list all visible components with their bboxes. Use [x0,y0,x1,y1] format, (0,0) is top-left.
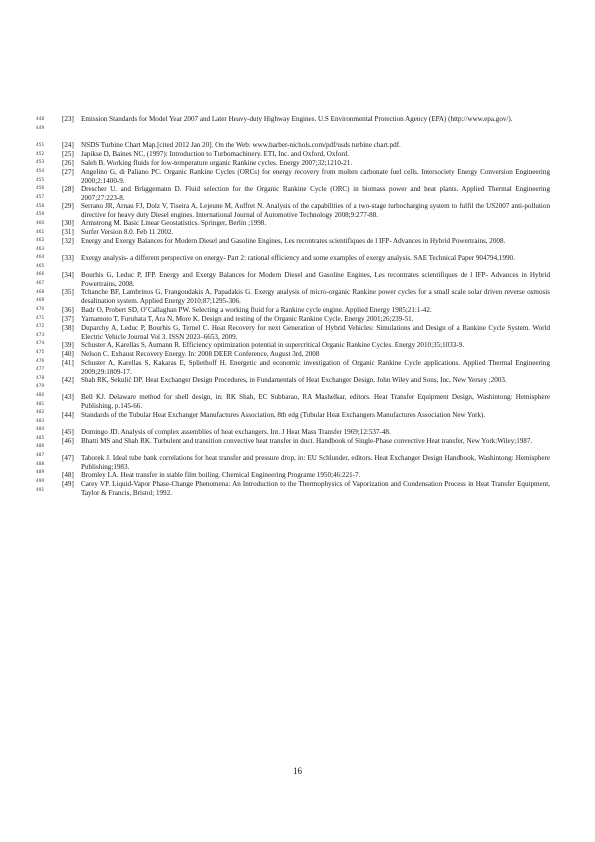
reference-text: Standards of the Tubular Heat Exchanger Manufactures Association, 8th edg (Tubular Heat Exchangers Manufactures Association New York). [81,411,486,419]
line-number: 464 [36,255,45,260]
reference-text: Taborek J. Ideal tube bank correlations for heat transfer and pressure drop, in: EU Schlunder, editors. Heat Exchanger Design Handbook, Washintong: Hemisphere Publishing;1983. [81,454,550,472]
reference-item [62,315,550,324]
line-number: 461 [36,230,45,235]
reference-text: Armstrong M. Basic Linear Geostatistics. Springer, Berlin ;1998. [81,219,267,227]
reference-number: [45] [62,428,74,436]
line-number: 453 [36,160,45,165]
reference-text: NSDS Turbine Chart Map.[cited 2012 Jan 20]. On the Web: www.barber-nichols.com/pdf/nsds turbine chart.pdf. [81,141,401,149]
line-number: 454 [36,169,45,174]
line-number: 452 [36,152,45,157]
reference-item [62,271,550,290]
line-number: 485 [36,436,45,441]
line-number: 468 [36,290,45,295]
reference-number: [23] [62,115,74,123]
reference-number: [25] [62,150,74,158]
reference-text: Angelino G, di Paliano PC. Organic Rankine Cycles (ORCs) for energy recovery from molten carbonate fuel cells. Intersociety Energy Conversion Engineering 2000;2:1400-9. [81,168,550,186]
line-number: 486 [36,444,45,449]
reference-text: Bromley LA. Heat transfer in stable film boiling. Chemical Engineering Programe 1950;46:221-7. [81,471,361,479]
reference-item [62,228,550,237]
reference-item [62,376,550,385]
reference-text: Saleh B. Working fluids for low-temperature organic Rankine cycles. Energy 2007;32;1210-21. [81,159,353,167]
reference-text: Bourhis G, Leduc P, IFP. Energy and Exergy Balances for Modern Diesel and Gasoline Engines, Les recontrates scientifiques de l IFP- Advances in Hybrid Powertrains, 2008. [81,271,550,289]
line-number: 458 [36,204,45,209]
line-number: 488 [36,462,45,467]
reference-number: [42] [62,376,74,384]
reference-text: Schuster A, Karellas S, Aumann R. Efficiency optimization potential in supercritical Organic Rankine Cycles. Energy 2010;35;1033-9. [81,341,464,349]
reference-number: [24] [62,141,74,149]
reference-number: [35] [62,288,74,296]
line-number: 489 [36,470,45,475]
reference-item [62,202,550,221]
line-number: 463 [36,247,45,252]
line-number: 482 [36,410,45,415]
reference-text: Emission Standards for Model Year 2007 and Later Heavy-duty Highway Engines. U.S Environmental Protection Agency (EPA) (http://www.epa.gov/). [81,115,513,123]
line-number: 477 [36,367,45,372]
reference-number: [33] [62,254,74,262]
line-number: 467 [36,281,45,286]
line-number: 459 [36,212,45,217]
reference-number: [46] [62,437,74,445]
line-number: 491 [36,488,45,493]
reference-text: Badr O, Probert SD, O’Callaghan PW. Selecting a working fluid for a Rankine cycle engine. Applied Energy 1985;21:1-42. [81,306,432,314]
line-number: 483 [36,419,45,424]
reference-text: Japikse D, Baines NC, (1997): Introduction to Turbomachinery. ETI, Inc. and Oxford, Oxford. [81,150,350,158]
reference-number: [36] [62,306,74,314]
reference-text: Schuster A, Karellas S, Kakaras E, Spliethoff H. Energetic and economic investigation of Organic Rankine Cycle applications. Applied Thermal Engineering 2009;29:1809-17. [81,359,550,377]
reference-item [62,411,550,420]
line-number: 465 [36,264,45,269]
reference-item [62,150,550,159]
reference-text: Surfer Version 8.0. Feb 11 2002. [81,228,174,236]
line-number: 455 [36,178,45,183]
reference-number: [32] [62,237,74,245]
reference-number: [43] [62,393,74,401]
reference-item [62,454,550,473]
reference-text: Domingo JD. Analysis of complex assemblies of heat exchangers. Int. J Heat Mass Transfer 1969;12:537-48. [81,428,391,436]
line-number: 470 [36,307,45,312]
reference-number: [41] [62,359,74,367]
reference-item [62,219,550,228]
reference-item [62,185,550,204]
line-number: 481 [36,402,45,407]
reference-number: [37] [62,315,74,323]
reference-number: [39] [62,341,74,349]
reference-text: Shah RK, Sekulić DP. Heat Exchanger Design Procedures, in Fundamentals of Heat Exchanger Design. John Wiley and Sons, Inc, New Yersey ;2003. [81,376,507,384]
reference-item [62,237,550,246]
reference-item [62,428,550,437]
line-number: 484 [36,427,45,432]
reference-text: Nelson C. Exhaust Recovery Energy. In: 2008 DEER Conference, August 3rd, 2008 [81,350,320,358]
line-number: 473 [36,333,45,338]
reference-number: [29] [62,202,74,210]
reference-number: [30] [62,219,74,227]
reference-item [62,350,550,359]
line-number: 469 [36,298,45,303]
line-number: 460 [36,221,45,226]
reference-item [62,471,550,480]
reference-number: [48] [62,471,74,479]
reference-text: Serrano JR, Arnau FJ, Dolz V, Tiseira A, Lejeune M, Auffret N. Analysis of the capabilities of a two-stage turbocharging system to fulfil the US2007 anti-pollution directive for heavy duty Diesel engines. International Journal of Automotive Technology 2008;9:277-88. [81,202,550,220]
line-number: 487 [36,453,45,458]
reference-text: Energy and Exergy Balances for Modern Diesel and Gasoline Engines, Les recontrates scientifiques de l IFP- Advances in Hybrid Powertrains, 2008. [81,237,506,245]
reference-item [62,168,550,187]
line-number: 479 [36,384,45,389]
line-number: 474 [36,341,45,346]
reference-text: Tchanche BF, Lambrinos G, Frangoudakis A, Papadakis G. Exergy analysis of micro-organic Rankine power cycles for a small scale solar driven reverse osmosis desalination system. Applied Energy 2010;87;1295-306. [81,288,550,306]
line-number: 476 [36,359,45,364]
reference-item [62,306,550,315]
reference-number: [31] [62,228,74,236]
reference-item [62,159,550,168]
page-number: 16 [293,766,302,776]
reference-text: Bell KJ. Delaware method for shell design, in: RK Shah, EC Subbarao, RA Mashelkar, editors. Heat Transfer Equipment Design, Washintong: Hemisphere Publishing, p.145-66. [81,393,550,411]
reference-item [62,480,550,499]
reference-number: [38] [62,324,74,332]
reference-text: Drescher U. and Brüggemann D. Fluid selection for the Organic Rankine Cycle (ORC) in biomass power and heat plants. Applied Thermal Engineering 2007;27:223-8. [81,185,550,203]
reference-text: Exergy analysis- a different perspective on energy- Part 2: rational efficiency and some examples of exergy analysis. SAE Technical Paper 904794,1990. [81,254,515,262]
reference-text: Yamamoto T, Furuhata T, Ara N, More K. Design and testing of the Organic Rankine Cycle. Energy 2001;26;239-51. [81,315,414,323]
line-number: 466 [36,272,45,277]
line-number: 471 [36,316,45,321]
line-number: 456 [36,186,45,191]
reference-item [62,141,550,150]
reference-number: [40] [62,350,74,358]
reference-text: Duparchy A, Leduc P, Bourhis G, Ternel C. Heat Recovery for next Generation of Hybrid Vehicles: Simulations and Design of a Rankine Cycle System. World Electric Vehicle Journal Vol 3. ISSN 2023–6653, 2009. [81,324,550,342]
line-number: 472 [36,324,45,329]
reference-item [62,393,550,412]
reference-number: [26] [62,159,74,167]
line-number: 449 [36,126,45,131]
reference-number: [27] [62,168,74,176]
line-number: 462 [36,238,45,243]
reference-item [62,341,550,350]
line-number: 478 [36,376,45,381]
reference-number: [47] [62,454,74,462]
reference-item [62,288,550,307]
line-number: 480 [36,393,45,398]
reference-number: [34] [62,271,74,279]
line-number: 475 [36,350,45,355]
line-number: 451 [36,143,45,148]
reference-text: Bhatti MS and Shah RK. Turbulent and transition convective heat transfer in duct. Handbook of Single-Phase convective Heat transfer, New York:Wiley;1987. [81,437,533,445]
reference-item [62,324,550,343]
reference-item [62,437,550,446]
reference-number: [28] [62,185,74,193]
line-number: 490 [36,479,45,484]
reference-text: Carey VP. Liquid-Vapor Phase-Change Phenomena: An Introduction to the Thermophysics of Vaporization and Condensation Process in Heat Transfer Equipment, Taylor & Francis, Bristol; 1992. [81,480,550,498]
line-number: 448 [36,117,45,122]
reference-item [62,115,550,124]
line-number: 457 [36,195,45,200]
reference-item [62,254,550,263]
reference-item [62,359,550,378]
reference-number: [44] [62,411,74,419]
reference-number: [49] [62,480,74,488]
